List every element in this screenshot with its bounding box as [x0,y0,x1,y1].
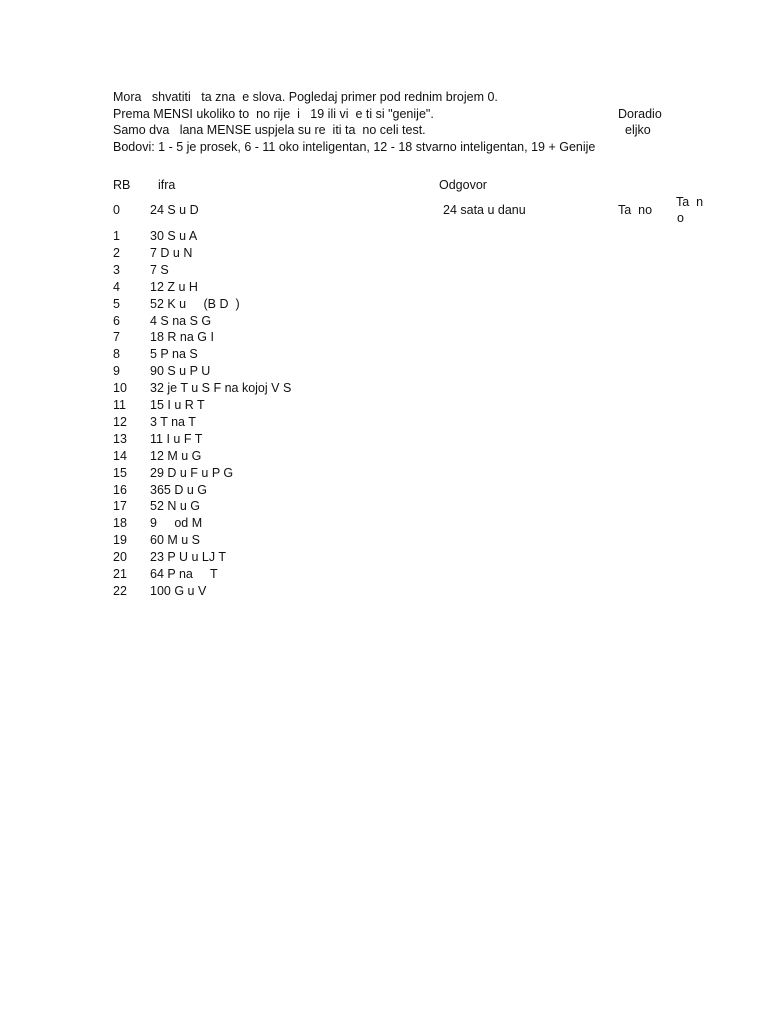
row-code: 30 S u A [150,229,198,243]
row-code: 32 je T u S F na kojoj V S [150,381,292,396]
table-row [0,228,768,244]
row-number: 17 [113,499,127,514]
row-number: 0 [113,203,120,217]
column-header-tacno-line2: o [677,211,684,225]
table-row [0,465,768,481]
column-header-sifra: ifra [158,178,176,192]
author-label: Doradio [618,107,662,121]
row-code: 5 P na S [150,347,198,362]
row-number: 4 [113,279,120,294]
row-number: 13 [113,431,127,446]
row-number: 14 [113,448,127,463]
table-row [0,583,768,599]
table-row-example [0,202,768,218]
row-code: 7 S [150,262,169,277]
row-number: 8 [113,347,120,362]
table-row [0,262,768,278]
row-answer: 24 sata u danu [443,203,526,217]
row-code: 7 D u N [150,245,193,260]
table-row [0,515,768,531]
column-header-rb: RB [113,178,131,192]
row-code: 90 S u P U [150,364,211,379]
table-row [0,532,768,548]
row-number: 10 [113,381,127,396]
row-code: 11 I u F T [150,431,203,446]
row-number: 15 [113,465,127,480]
table-row [0,397,768,413]
row-code: 23 P U u LJ T [150,550,226,565]
row-number: 9 [113,364,120,379]
table-row [0,414,768,430]
column-header-odgovor: Odgovor [439,178,487,192]
row-code: 100 G u V [150,583,207,598]
row-code: 29 D u F u P G [150,465,234,480]
row-code: 12 Z u H [150,279,198,294]
row-code: 365 D u G [150,482,207,497]
table-row [0,346,768,362]
row-code: 52 N u G [150,499,201,514]
row-number: 2 [113,245,120,260]
row-code: 24 S u D [150,203,199,217]
author-name: eljko [625,123,651,137]
row-code: 3 T na T [150,414,196,429]
row-number: 18 [113,516,127,531]
row-code: 64 P na T [150,567,218,581]
row-code: 4 S na S G [150,313,212,328]
row-number: 6 [113,313,120,328]
table-row [0,566,768,582]
row-code: 18 R na G I [150,330,214,345]
column-header-tacno-line1: Ta n [676,195,704,209]
instruction-line-1: Mora shvatiti ta zna e slova. Pogledaj primer pod rednim brojem 0. [113,90,498,104]
table-row [0,482,768,498]
table-row [0,549,768,565]
row-number: 3 [113,262,120,277]
table-row [0,363,768,379]
row-number: 22 [113,583,127,598]
table-row [0,329,768,345]
row-number: 12 [113,414,127,429]
row-number: 5 [113,296,120,311]
row-number: 11 [113,398,126,412]
scoring-line: Bodovi: 1 - 5 je prosek, 6 - 11 oko inteligentan, 12 - 18 stvarno inteligentan, 19 + Genije [113,140,596,154]
row-code: 12 M u G [150,448,202,463]
row-code: 60 M u S [150,533,201,548]
row-code: 15 I u R T [150,398,205,412]
row-code: 52 K u (B D ) [150,296,240,311]
row-number: 1 [113,229,120,243]
row-number: 21 [113,567,127,581]
table-row [0,448,768,464]
table-row [0,279,768,295]
row-correct: Ta no [618,203,653,217]
table-row [0,245,768,261]
table-row [0,431,768,447]
instruction-line-2: Prema MENSI ukoliko to no rije i 19 ili vi e ti si "genije". [113,107,434,121]
table-row [0,498,768,514]
table-row [0,380,768,396]
table-row [0,313,768,329]
table-row [0,296,768,312]
row-number: 16 [113,482,127,497]
row-code: 9 od M [150,516,203,531]
instruction-line-3: Samo dva lana MENSE uspjela su re iti ta no celi test. [113,123,426,137]
row-number: 20 [113,550,127,565]
row-number: 19 [113,533,127,548]
row-number: 7 [113,330,120,345]
